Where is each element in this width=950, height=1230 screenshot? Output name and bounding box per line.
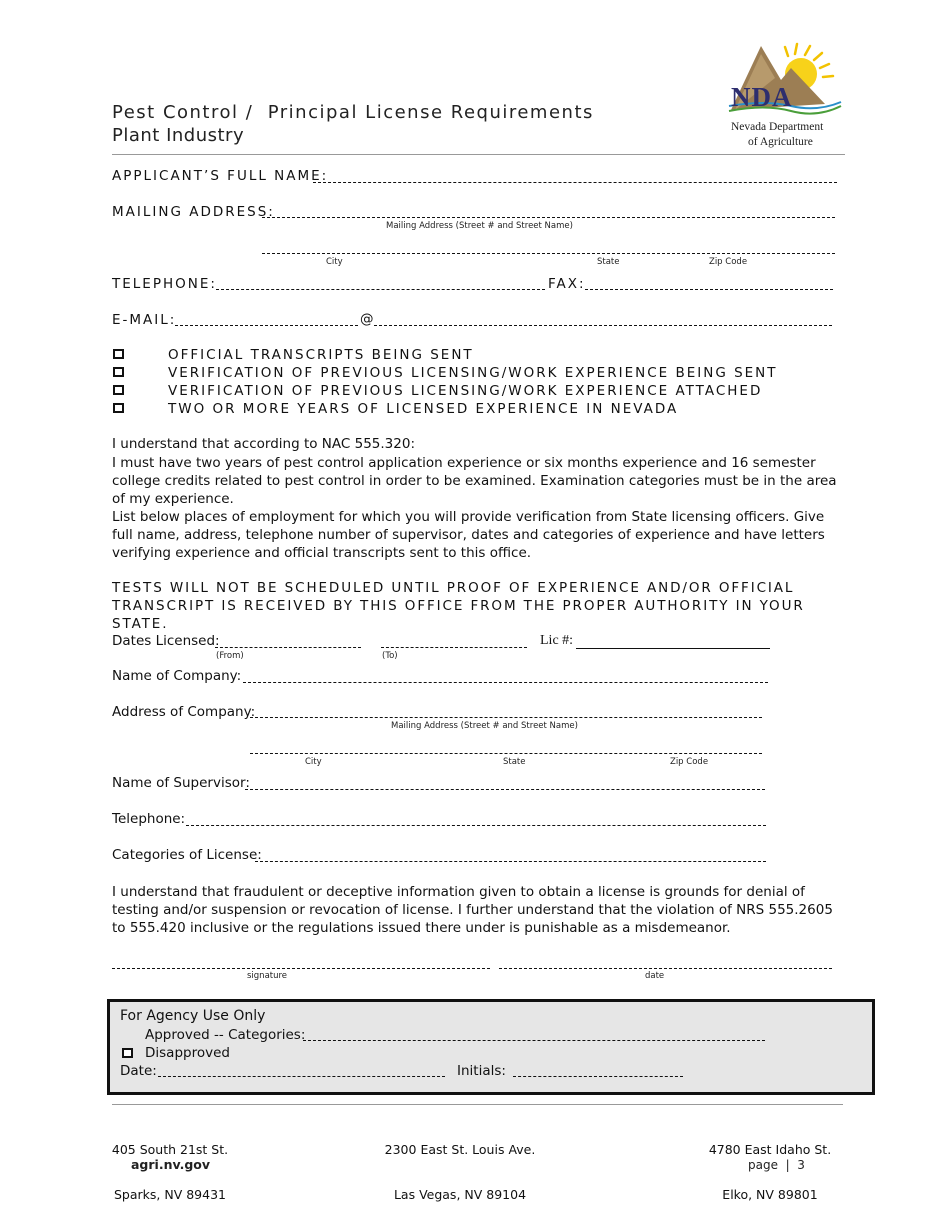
checkbox-verification-sent[interactable]: [113, 367, 124, 377]
dates-licensed-label: Dates Licensed:: [112, 633, 220, 649]
office-las-vegas-street: 2300 East St. Louis Ave.: [384, 1142, 536, 1157]
logo-line2: of Agriculture: [748, 136, 813, 148]
approved-categories-field[interactable]: [303, 1040, 765, 1041]
full-name-field[interactable]: [313, 182, 837, 183]
mailing-address-hint: Mailing Address (Street # and Street Name): [386, 221, 573, 231]
categories-field[interactable]: [255, 861, 766, 862]
telephone-label: TELEPHONE:: [112, 276, 217, 292]
footer-divider: [112, 1104, 843, 1105]
office-las-vegas-city: Las Vegas, NV 89104: [393, 1187, 527, 1202]
agency-use-box: [107, 999, 875, 1095]
nac-body: I must have two years of pest control application experience or six months experience and 16 semester college credits related to pest control in order to be examined. Examination categories must be in the area of my experience.: [112, 455, 837, 507]
website-link[interactable]: agri.nv.gov: [131, 1157, 211, 1172]
office-sparks-city: Sparks, NV 89431: [113, 1187, 226, 1202]
checkbox-label-nevada-experience: TWO OR MORE YEARS OF LICENSED EXPERIENCE IN NEVADA: [168, 401, 679, 417]
page-number: page | 3: [748, 1158, 805, 1172]
employment-telephone-field[interactable]: [186, 825, 766, 826]
categories-label: Categories of License:: [112, 847, 262, 863]
checkbox-label-verification-attached: VERIFICATION OF PREVIOUS LICENSING/WORK EXPERIENCE ATTACHED: [168, 383, 763, 399]
telephone-field[interactable]: [216, 289, 545, 290]
office-elko-city: Elko, NV 89801: [722, 1187, 818, 1202]
office-sparks-street: 405 South 21st St.: [111, 1142, 229, 1157]
agency-date-label: Date:: [120, 1063, 157, 1079]
supervisor-field[interactable]: [245, 789, 765, 790]
lic-number-field[interactable]: [576, 648, 770, 649]
state-hint: State: [597, 257, 620, 267]
tests-notice: TESTS WILL NOT BE SCHEDULED UNTIL PROOF OF EXPERIENCE AND/OR OFFICIAL TRANSCRIPT IS RECEIVED BY THIS OFFICE FROM THE PROPER AUTHORITY IN YOUR STATE.: [112, 580, 805, 632]
date-from-hint: (From): [216, 651, 244, 661]
zip-hint: Zip Code: [709, 257, 748, 267]
checkbox-nevada-experience[interactable]: [113, 403, 124, 413]
fax-label: FAX:: [548, 276, 586, 292]
header-divider: [112, 154, 845, 155]
mailing-address-label: MAILING ADDRESS:: [112, 204, 275, 220]
logo-line1: Nevada Department: [731, 121, 824, 133]
city-hint: City: [326, 257, 343, 267]
email-domain-field[interactable]: [374, 325, 832, 326]
checkbox-label-transcripts: OFFICIAL TRANSCRIPTS BEING SENT: [168, 347, 474, 363]
supervisor-label: Name of Supervisor:: [112, 775, 250, 791]
list-below-paragraph: List below places of employment for which you will provide verification from State licensing officers. Give full name, address, telephone number of supervisor, dates and categories of experience and have letters verifying experience and official transcripts sent to this office.: [112, 509, 825, 561]
email-at-sign: @: [360, 311, 374, 327]
signature-hint: signature: [247, 971, 288, 981]
agency-heading: For Agency Use Only: [120, 1008, 266, 1024]
company-address-hint: Mailing Address (Street # and Street Name): [391, 721, 578, 731]
company-address-label: Address of Company:: [112, 704, 256, 720]
page-subtitle: Plant Industry: [112, 125, 245, 146]
company-name-label: Name of Company:: [112, 668, 242, 684]
company-state-hint: State: [503, 757, 526, 767]
signature-date-field[interactable]: [499, 968, 832, 969]
company-name-field[interactable]: [243, 682, 768, 683]
disapproved-label: Disapproved: [145, 1045, 230, 1061]
initials-label: Initials:: [457, 1063, 506, 1079]
lic-number-label: Lic #:: [540, 633, 574, 648]
city-state-zip-field[interactable]: [262, 253, 835, 254]
email-label: E-MAIL:: [112, 312, 177, 328]
nda-logo: [725, 40, 845, 152]
office-elko-street: 4780 East Idaho St.: [708, 1142, 832, 1157]
full-name-label: APPLICANT’S FULL NAME:: [112, 168, 329, 184]
nac-heading: I understand that according to NAC 555.320:: [112, 436, 415, 452]
checkbox-transcripts[interactable]: [113, 349, 124, 359]
signature-date-hint: date: [645, 971, 665, 981]
page-title: Pest Control / Principal License Requirements: [112, 102, 594, 123]
checkbox-label-verification-sent: VERIFICATION OF PREVIOUS LICENSING/WORK EXPERIENCE BEING SENT: [168, 365, 778, 381]
date-to-hint: (To): [382, 651, 398, 661]
signature-field[interactable]: [112, 968, 490, 969]
fax-field[interactable]: [585, 289, 833, 290]
agency-date-field[interactable]: [158, 1076, 445, 1077]
initials-field[interactable]: [513, 1076, 683, 1077]
company-zip-hint: Zip Code: [670, 757, 709, 767]
logo-text: NDA: [731, 82, 793, 112]
checkbox-verification-attached[interactable]: [113, 385, 124, 395]
approved-label: Approved -- Categories:: [145, 1027, 306, 1043]
fraud-notice: I understand that fraudulent or deceptive information given to obtain a license is grounds for denial of testing and/or suspension or revocation of license. I further understand that the violation of NRS 555.2605 to 555.420 inclusive or the regulations issued there under is punishable as a misdemeanor.: [112, 884, 833, 936]
date-from-field[interactable]: [215, 647, 361, 648]
date-to-field[interactable]: [381, 647, 527, 648]
office-las-vegas: [370, 1112, 550, 1217]
employment-telephone-label: Telephone:: [112, 811, 186, 827]
company-address-field[interactable]: [250, 717, 762, 718]
company-city-state-zip-field[interactable]: [250, 753, 762, 754]
mailing-address-field[interactable]: [262, 217, 835, 218]
checkbox-disapproved[interactable]: [122, 1048, 133, 1058]
company-city-hint: City: [305, 757, 322, 767]
email-user-field[interactable]: [175, 325, 358, 326]
